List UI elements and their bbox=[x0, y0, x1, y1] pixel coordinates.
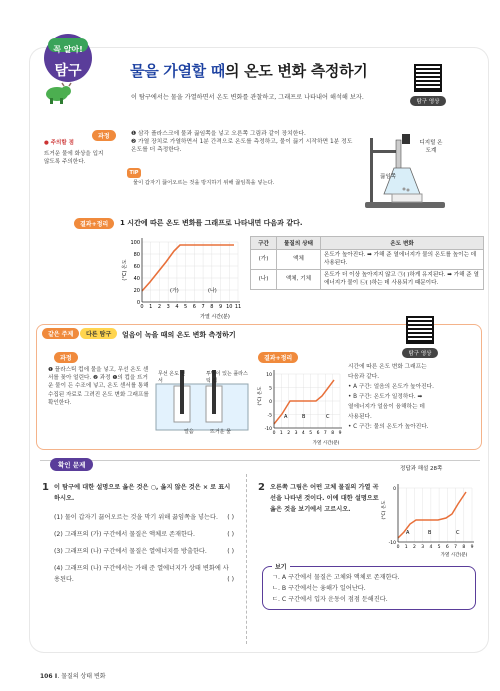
chip-label: 끓임쪽 bbox=[380, 174, 396, 180]
y-tick-label: 80 bbox=[133, 252, 140, 258]
qr-code-2-icon[interactable] bbox=[406, 316, 434, 344]
ox-mascot-icon bbox=[42, 82, 72, 104]
result-badge: 결과+정리 bbox=[74, 218, 114, 229]
heating-chart-grid bbox=[142, 242, 238, 302]
svg-text:(°C) 온도: (°C) 온도 bbox=[258, 386, 263, 406]
q1-item-4: (4) 그래프의 (나) 구간에서는 가해 준 열에너지가 상태 변화에 사용된다. ( ) bbox=[54, 565, 234, 583]
caution-text: 뜨거운 물에 화상을 입지 않도록 주의한다. bbox=[44, 151, 104, 165]
x-tick-label: 10 bbox=[226, 304, 233, 310]
step-2-cont: 온도를 더 측정한다. bbox=[131, 147, 182, 153]
extra-result-text: 시간에 따른 온도 변화 그래프는 다음과 같다. • A 구간: 얼음의 온도가 높아진다. • B 구간: 온도가 일정하다. ➡ 열에너지가 얼음이 융해하는 데 사용된다. • C 구간: 물의 온도가 높아진다. bbox=[348, 364, 434, 430]
x-tick-label: 6 bbox=[316, 431, 320, 436]
y-tick-label: 100 bbox=[130, 240, 140, 246]
x-tick-label: 5 bbox=[184, 304, 188, 310]
sensor-label: 무선 온도 센서 bbox=[158, 371, 186, 384]
qr-code-icon[interactable] bbox=[414, 64, 442, 92]
svg-text:A: A bbox=[284, 414, 288, 420]
x-tick-label: 1 bbox=[149, 304, 153, 310]
extra-title: 얼음이 녹을 때의 온도 변화 측정하기 bbox=[122, 331, 236, 339]
x-tick-label: 9 bbox=[218, 304, 223, 310]
x-tick-label: 2 bbox=[413, 545, 416, 550]
step-1: ❶ 삼각 플라스크에 물과 끓임쪽을 넣고 오른쪽 그림과 같이 장치한다. bbox=[131, 131, 306, 137]
q1-text: 이 탐구에 대한 설명으로 옳은 것은 ○, 옳지 않은 것은 × 로 표시하시오. bbox=[54, 484, 231, 502]
x-tick-label: 5 bbox=[309, 431, 313, 436]
q1-items bbox=[54, 512, 234, 585]
y-tick-label: 40 bbox=[133, 276, 140, 282]
x-tick-label: 6 bbox=[445, 545, 449, 550]
x-tick-label: 2 bbox=[157, 304, 162, 310]
x-tick-label: 3 bbox=[166, 304, 170, 310]
heating-chart bbox=[120, 234, 245, 320]
x-tick-label: 4 bbox=[175, 304, 179, 310]
qr-label: 탐구 영상 bbox=[410, 96, 446, 106]
svg-text:(°C) 온도: (°C) 온도 bbox=[382, 500, 387, 520]
x-tick-label: 3 bbox=[294, 431, 298, 436]
x-tick-label: 0 bbox=[272, 431, 276, 436]
procedure-steps bbox=[131, 130, 371, 154]
segment-na-label: (나) bbox=[208, 288, 217, 294]
svg-text:B: B bbox=[428, 530, 432, 536]
q1-number: 1 bbox=[42, 482, 49, 493]
bogi-label: 보기 bbox=[272, 562, 290, 571]
svg-text:가열 시간(분): 가열 시간(분) bbox=[312, 441, 340, 446]
answer-ref: 정답과 해설 28쪽 bbox=[400, 466, 443, 472]
x-tick-label: 8 bbox=[210, 304, 214, 310]
other-exp-pill: 다른 탐구 bbox=[80, 328, 117, 339]
x-axis-title: 가열 시간(분) bbox=[200, 314, 230, 320]
x-tick-label: 0 bbox=[396, 545, 400, 550]
table-header: 온도 변화 bbox=[321, 237, 484, 250]
x-tick-label: 4 bbox=[429, 545, 433, 550]
y-tick-label: -5 bbox=[267, 413, 272, 419]
column-divider bbox=[246, 474, 247, 644]
extra-procedure-text: ❶ 플라스틱 컵에 물을 넣고, 무선 온도 센서를 꽂아 얼린다. ❷ 과정 ❶의 컵을 뜨거운 물이 든 수조에 넣고, 온도 센서를 통해 수집된 자료로 그려진 온도 변화 그래프를 확인한다. bbox=[48, 367, 149, 406]
x-tick-label: 3 bbox=[421, 545, 425, 550]
table-row: (나) 액체, 기체 온도가 더 이상 높아지지 않고 ㉠( )하게 유지된다. ➡ 가해 준 열에너지가 물이 ㉡( )하는 데 사용되기 때문이다. bbox=[251, 270, 484, 290]
y-tick-label: 0 bbox=[136, 300, 140, 306]
step-2: ❷ 가열 장치로 가열하면서 1분 간격으로 온도를 측정하고, 물이 끓기 시작하면 1분 정도 bbox=[131, 139, 353, 145]
x-tick-label: 4 bbox=[301, 431, 305, 436]
x-tick-label: 1 bbox=[404, 545, 408, 550]
svg-text:가열 시간(분): 가열 시간(분) bbox=[440, 553, 468, 558]
q1-item-3: (3) 그래프의 (나) 구간에서 물질은 열에너지를 방출한다. ( ) bbox=[54, 548, 234, 555]
tip-text: 물이 갑자기 끓어오르는 것을 방지하기 위해 끓임쪽을 넣는다. bbox=[133, 180, 275, 186]
x-tick-label: 7 bbox=[454, 545, 457, 550]
x-tick-label: 2 bbox=[287, 431, 291, 436]
segment-ga-label: (가) bbox=[170, 288, 179, 294]
cup-label: 투명이 있는 플라스틱 컵 bbox=[206, 371, 248, 384]
qr-label-2: 탐구 영상 bbox=[402, 348, 438, 358]
q1-item-1: (1) 물이 갑자기 끓어오르는 것을 막기 위해 끓임쪽을 넣는다. ( ) bbox=[54, 514, 234, 521]
x-tick-label: 1 bbox=[279, 431, 283, 436]
table-row: (가) 액체 온도가 높아진다. ➡ 가해 준 열에너지가 물의 온도를 높이는 데 사용된다. bbox=[251, 250, 484, 270]
x-tick-label: 5 bbox=[437, 545, 441, 550]
table-header: 구간 bbox=[251, 237, 277, 250]
ice-label: 얼음 bbox=[184, 429, 194, 435]
svg-text:C: C bbox=[326, 414, 330, 420]
heating-curve bbox=[142, 245, 234, 291]
section-divider bbox=[40, 460, 480, 461]
q2-text: 오른쪽 그림은 어떤 고체 물질의 가열 곡선을 나타낸 것이다. 이에 대한 설명으로 옳은 것을 보기에서 고르시오. bbox=[270, 484, 379, 513]
same-topic-pill: 같은 주제 bbox=[42, 328, 79, 339]
y-tick-label: 60 bbox=[133, 264, 140, 270]
x-tick-label: 9 bbox=[338, 431, 342, 436]
q2-number: 2 bbox=[258, 482, 265, 493]
tip-badge: TIP bbox=[127, 168, 141, 178]
check-badge: 확인 문제 bbox=[50, 458, 93, 471]
procedure-badge: 과정 bbox=[92, 130, 116, 141]
extra-procedure-badge: 과정 bbox=[54, 352, 78, 363]
tag-bottom-label: 탐구 bbox=[54, 63, 82, 79]
x-tick-label: 0 bbox=[140, 304, 144, 310]
y-tick-label: 20 bbox=[133, 288, 140, 294]
y-tick-label: -10 bbox=[388, 541, 396, 546]
x-tick-label: 11 bbox=[234, 304, 242, 310]
x-tick-label: 7 bbox=[201, 304, 205, 310]
y-tick-label: 0 bbox=[393, 487, 396, 492]
thermometer-label: 디지털 온도계 bbox=[419, 140, 443, 154]
table-header: 물질의 상태 bbox=[277, 237, 321, 250]
y-tick-label: 5 bbox=[269, 386, 272, 392]
ice-melt-chart bbox=[256, 366, 346, 448]
svg-text:A: A bbox=[406, 530, 410, 536]
water-label: 뜨거운 물 bbox=[210, 429, 231, 435]
state-table bbox=[250, 236, 484, 290]
x-tick-label: 7 bbox=[323, 431, 327, 436]
result-question-1: 1 시간에 따른 온도 변화를 그래프로 나타내면 다음과 같다. bbox=[120, 219, 303, 227]
y-tick-label: 10 bbox=[266, 373, 272, 378]
page-title: 물을 가열할 때의 온도 변화 측정하기 bbox=[130, 62, 368, 80]
y-axis-title: (°C) 온도 bbox=[122, 259, 128, 281]
svg-text:C: C bbox=[456, 530, 460, 536]
q2-heating-chart bbox=[380, 480, 480, 560]
page-footer: 106 Ⅱ. 물질의 상태 변화 bbox=[40, 673, 106, 680]
intro-text: 이 탐구에서는 물을 가열하면서 온도 변화를 관찰하고, 그래프로 나타내어 해석해 보자. bbox=[131, 94, 364, 101]
x-tick-label: 8 bbox=[462, 545, 466, 550]
y-tick-label: 0 bbox=[269, 400, 272, 405]
x-tick-label: 8 bbox=[331, 431, 335, 436]
x-tick-label: 6 bbox=[192, 304, 196, 310]
extra-result-badge: 결과+정리 bbox=[258, 352, 298, 363]
bogi-items: ㄱ. A 구간에서 물질은 고체와 액체로 존재한다. ㄴ. B 구간에서는 융해가 일어난다. ㄷ. C 구간에서 입자 운동이 점점 둔해진다. bbox=[272, 574, 400, 603]
tag-top-label: 꼭 알아! bbox=[53, 45, 83, 54]
svg-text:B: B bbox=[302, 414, 306, 420]
q1-item-2: (2) 그래프의 (가) 구간에서 물질은 액체로 존재한다. ( ) bbox=[54, 531, 234, 538]
y-tick-label: -10 bbox=[264, 427, 272, 432]
caution-label: ● 주의할 점 bbox=[44, 140, 74, 146]
x-tick-label: 9 bbox=[470, 545, 474, 550]
